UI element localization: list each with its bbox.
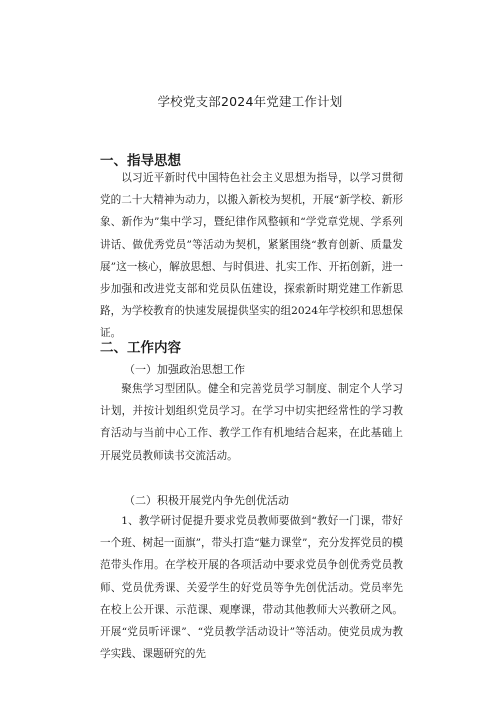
section-heading-guiding-ideology: 一、指导思想 (100, 153, 181, 169)
subsection-heading-excellence-activities: （二）积极开展党内争先创优活动 (124, 494, 289, 507)
paragraph-guiding-ideology: 以习近平新时代中国特色社会主义思想为指导，以学习贯彻党的二十大精神为动力，以搬入新校为契机，开展“新学校、新形象、新作为”集中学习，暨纪律作风整顿和“学党章党规、学系列讲话、做优秀党员”等活动为契机，紧紧围绕“教育创新、质量发展”这一核心，解放思想、与时俱进、扎实工作、开拓创新，进一步加强和改进党支部和党员队伍建设，探索新时期党建工作新思路，为学校教育的快速发展提供坚实的组2024年学校织和思想保证。 (100, 172, 403, 340)
paragraph-teaching-research: 1、教学研讨促提升要求党员教师要做到“教好一门课，带好一个班、树起一面旗”，带头打造“魅力课堂”，充分发挥党员的模范带头作用。在学校开展的各项活动中要求党员争创优秀党员教师、党员优秀课、关爱学生的好党员等争先创优活动。党员率先在校上公开课、示范课、观摩课，带动其他教师大兴教研之风。开展“党员听评课”、“党员教学活动设计”等活动。使党员成为教学实践、课题研究的先 (100, 515, 403, 661)
section-heading-work-content: 二、工作内容 (100, 340, 181, 356)
paragraph-political-work: 聚焦学习型团队。健全和完善党员学习制度、制定个人学习计划，并按计划组织党员学习。在学习中切实把经常性的学习教育活动与当前中心工作、教学工作有机地结合起来，在此基础上开展党员教师读书交流活动。 (100, 383, 403, 462)
subsection-heading-political-work: （一）加强政治思想工作 (124, 363, 245, 376)
document-title: 学校党支部2024年党建工作计划 (157, 94, 343, 109)
